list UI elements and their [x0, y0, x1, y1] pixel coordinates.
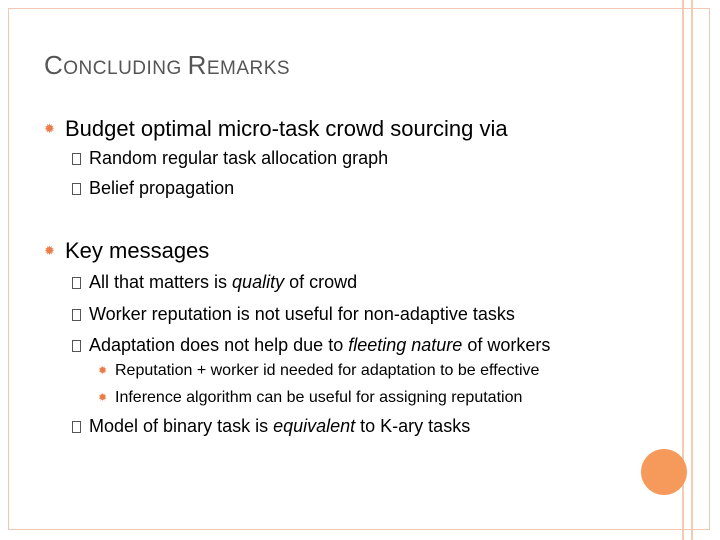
- bullet-belief-propagation: Belief propagation: [72, 178, 234, 199]
- square-icon: [72, 183, 81, 195]
- sun-icon: ✹: [44, 243, 55, 258]
- bullet-adaptation: Adaptation does not help due to fleeting nature of workers: [72, 335, 550, 356]
- square-icon: [72, 309, 81, 321]
- square-icon: [72, 421, 81, 433]
- sun-icon: ✹: [98, 365, 108, 377]
- bullet-key-messages: ✹ Key messages: [44, 238, 210, 263]
- decorative-rail: [691, 0, 693, 540]
- sub-bullet-inference-algorithm: ✹ Inference algorithm can be useful for assigning reputation: [98, 389, 523, 406]
- sub-bullet-reputation-worker-id: ✹ Reputation + worker id needed for adaptation to be effective: [98, 362, 540, 379]
- square-icon: [72, 153, 81, 165]
- sun-icon: ✹: [98, 392, 108, 404]
- square-icon: [72, 277, 81, 289]
- bullet-worker-reputation: Worker reputation is not useful for non-adaptive tasks: [72, 304, 515, 325]
- slide-border: [8, 8, 710, 530]
- slide-title: CONCLUDING REMARKS: [44, 50, 291, 80]
- bullet-quality-of-crowd: All that matters is quality of crowd: [72, 272, 357, 293]
- decorative-circle: [641, 449, 687, 495]
- square-icon: [72, 340, 81, 352]
- sun-icon: ✹: [44, 121, 55, 136]
- bullet-random-regular-graph: Random regular task allocation graph: [72, 148, 388, 169]
- bullet-binary-task-model: Model of binary task is equivalent to K-ary tasks: [72, 416, 470, 437]
- bullet-budget-optimal: ✹ Budget optimal micro-task crowd sourcing via: [44, 116, 508, 141]
